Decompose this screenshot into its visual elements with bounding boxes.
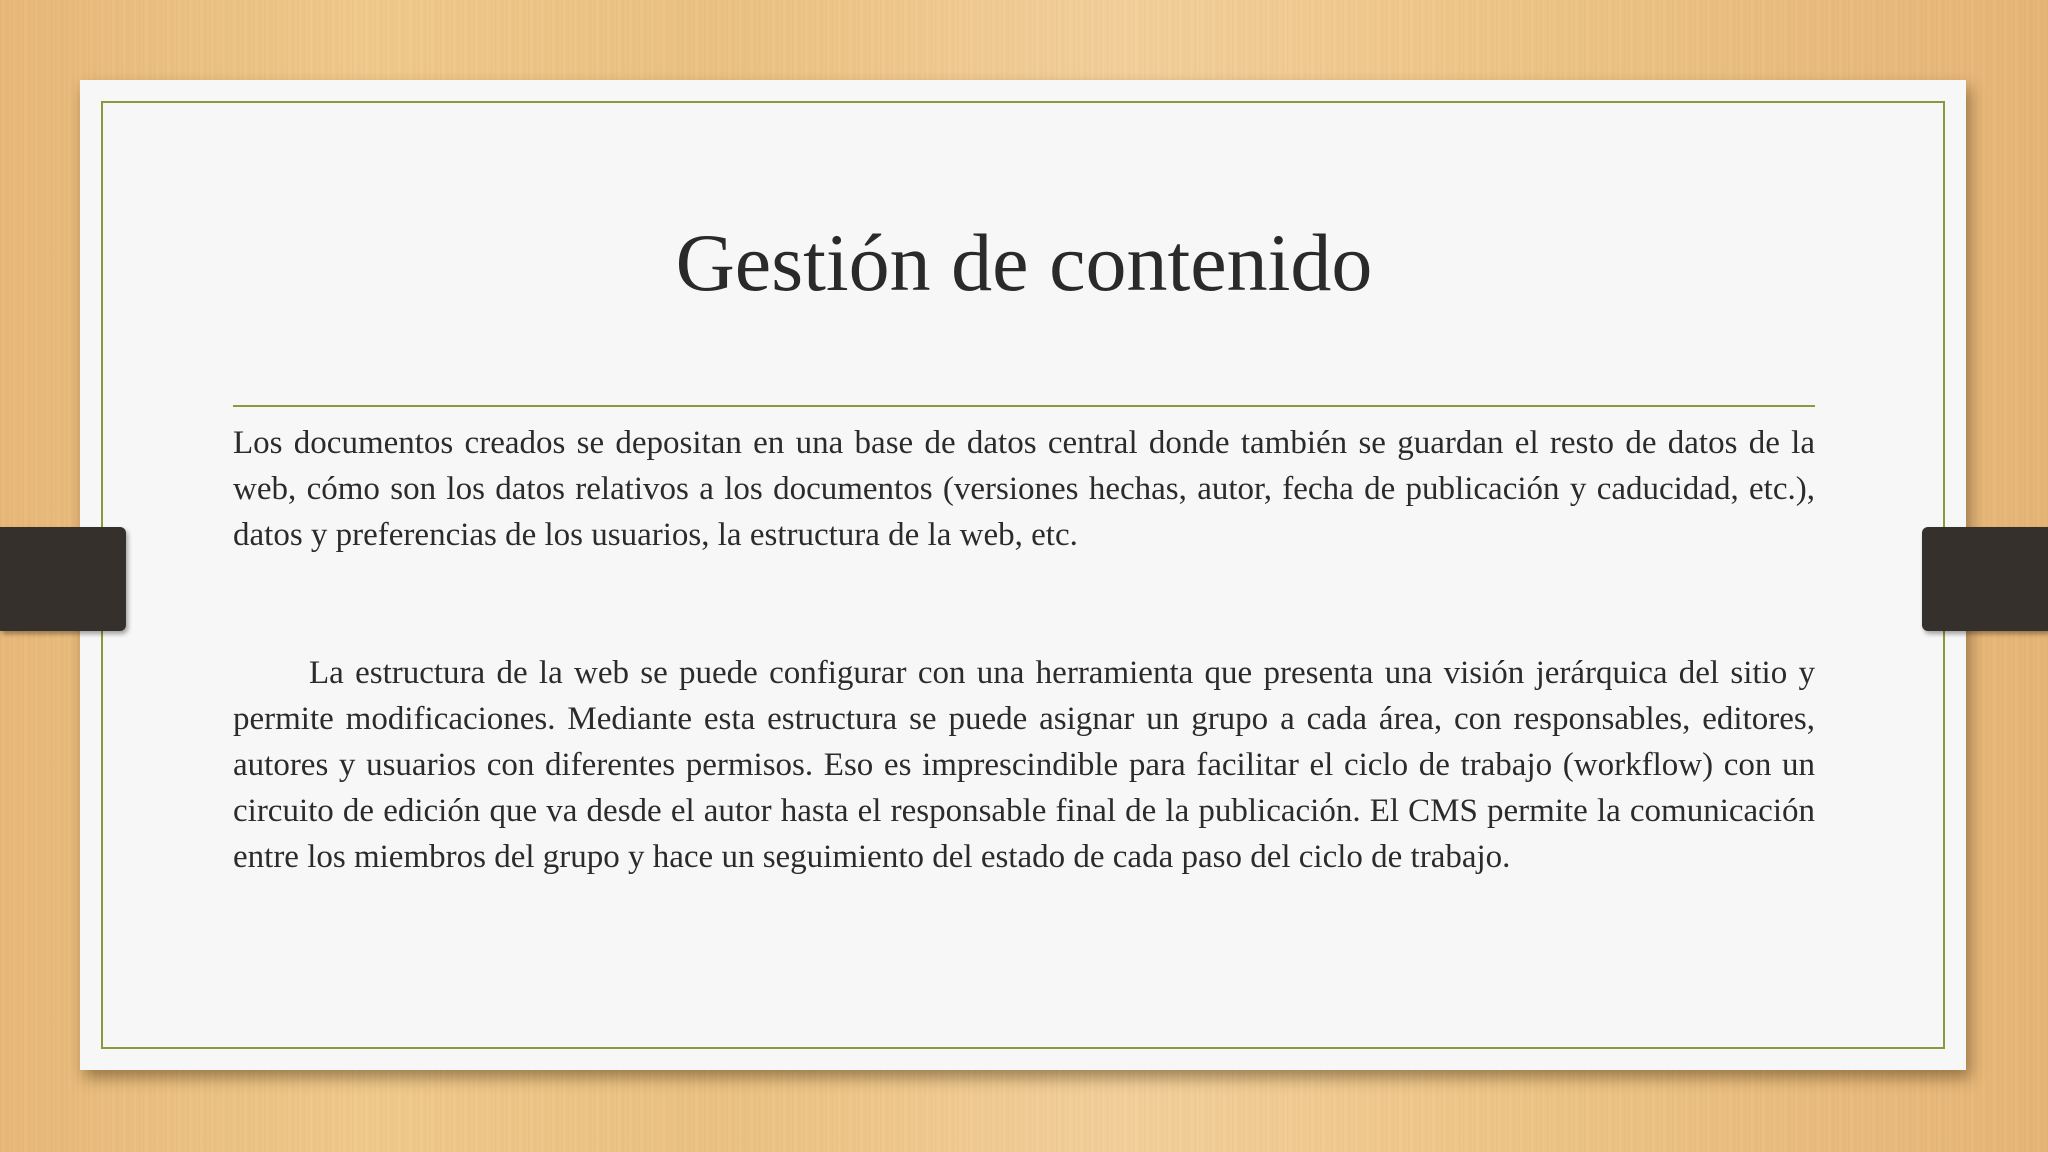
left-strap [0,527,126,631]
right-strap [1922,527,2048,631]
body-paragraph-1: Los documentos creados se depositan en una base de datos central donde también se guardan el resto de datos de la web, cómo son los datos relativos a los documentos (versiones hechas, autor, fecha de publicación y caducidad, etc.), datos y preferencias de los usuarios, la estructura de la web, etc. [233,425,1815,553]
title-divider [233,405,1815,407]
slide-body [233,420,1815,880]
body-paragraph-2: La estructura de la web se puede configurar con una herramienta que presenta una visión jerárquica del sitio y permite modificaciones. Mediante esta estructura se puede asignar un grupo a cada área, con responsables, editores, autores y usuarios con diferentes permisos. Eso es imprescindible para facilitar el ciclo de trabajo (workflow) con un circuito de edición que va desde el autor hasta el responsable final de la publicación. El CMS permite la comunicación entre los miembros del grupo y hace un seguimiento del estado de cada paso del ciclo de trabajo. [233,655,1815,875]
slide-title: Gestión de contenido [675,217,1373,308]
